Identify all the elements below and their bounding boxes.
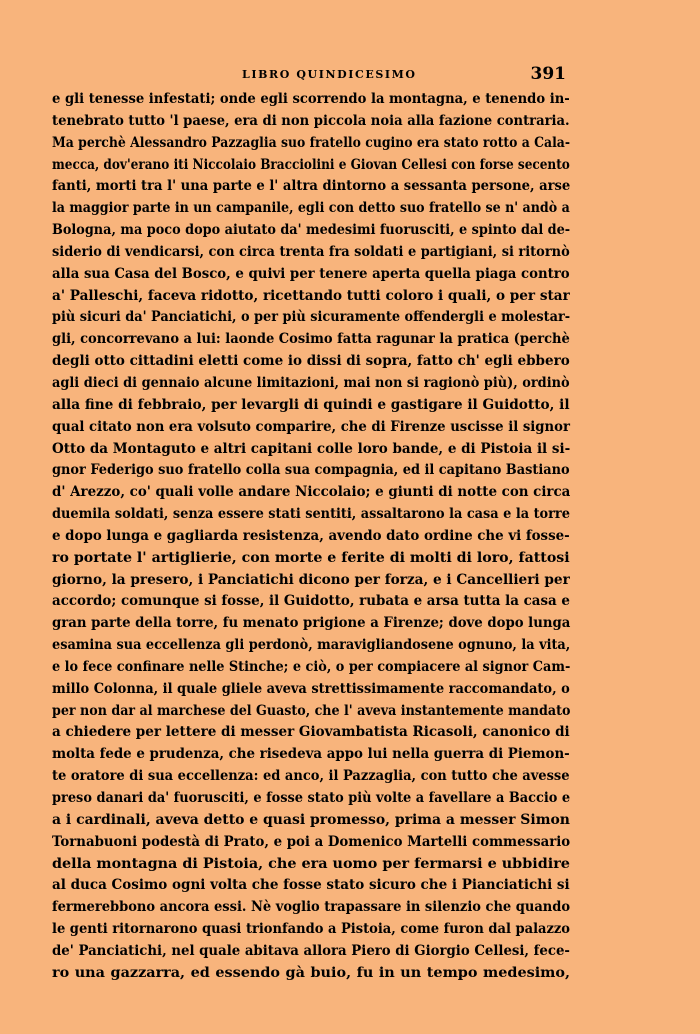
text-line: accordo; comunque si fosse, il Guidotto, rubata e arsa tutta la casa e — [52, 592, 570, 610]
text-line: preso danari da' fuorusciti, e fosse stato più volte a favellare a Baccio e — [52, 789, 571, 806]
text-line: mecca, dov'erano iti Niccolaio Bracciolini e Giovan Cellesi con forse secento — [52, 155, 570, 173]
text-line: ro portate l' artiglierie, con morte e ferite di molti di loro, fattosi — [52, 548, 570, 566]
text-line: millo Colonna, il quale gliele aveva strettissimamente raccomandato, o — [52, 679, 570, 697]
text-line: alla sua Casa del Bosco, e quivi per tenere aperta quella piaga contro — [52, 264, 570, 282]
text-line: duemila soldati, senza essere stati sentiti, assaltarono la casa e la torre — [52, 505, 570, 523]
text-line: fanti, morti tra l' una parte e l' altra dintorno a sessanta persone, arse — [52, 177, 571, 195]
text-line: Bologna, ma poco dopo aiutato da' medesimi fuorusciti, e spinto dal de- — [52, 221, 571, 239]
text-line: le genti ritornarono quasi trionfando a Pistoia, come furon dal palazzo — [52, 920, 571, 938]
text-line: te oratore di sua eccellenza: ed anco, il Pazzaglia, con tutto che avesse — [52, 767, 570, 785]
text-line: per non dar al marchese del Guasto, che l' aveva instantemente mandato — [52, 701, 571, 719]
text-line: a i cardinali, aveva detto e quasi promesso, prima a messer Simon — [52, 810, 570, 828]
text-line: d' Arezzo, co' quali volle andare Niccolaio; e giunti di notte con circa — [52, 483, 571, 501]
text-line: gnor Federigo suo fratello colla sua compagnia, ed il capitano Bastiano — [52, 461, 570, 479]
page-number: 391 — [530, 64, 566, 84]
text-line: qual citato non era volsuto comparire, che di Firenze uscisse il signor — [52, 417, 570, 435]
text-line: Otto da Montaguto e altri capitani colle loro bande, e di Pistoia il si- — [52, 439, 571, 457]
running-head — [52, 66, 572, 86]
text-line: molta fede e prudenza, che risedeva appo lui nella guerra di Piemon- — [52, 745, 570, 763]
text-line: e gli tenesse infestati; onde egli scorrendo la montagna, e tenendo in- — [52, 90, 570, 107]
text-line: gran parte della torre, fu menato prigione a Firenze; dove dopo lunga — [52, 614, 571, 632]
text-line: Ma perchè Alessandro Pazzaglia suo fratello cugino era stato rotto a Cala- — [52, 133, 571, 151]
text-line: la maggior parte in un campanile, egli con detto suo fratello se n' andò a — [52, 199, 570, 217]
text-line: al duca Cosimo ogni volta che fosse stato sicuro che i Pianciatichi si — [52, 876, 570, 894]
running-title: LIBRO QUINDICESIMO — [242, 68, 417, 81]
text-line: ro una gazzarra, ed essendo gà buio, fu in un tempo medesimo, — [52, 963, 570, 981]
text-line: agli dieci di gennaio alcune limitazioni, mai non si ragionò più), ordinò — [52, 373, 570, 391]
text-line: siderio di vendicarsi, con circa trenta fra soldati e partigiani, si ritornò — [52, 242, 570, 260]
text-line: esamina sua eccellenza gli perdonò, maravigliandosene ognuno, la vita, — [52, 636, 571, 654]
body-text — [52, 88, 570, 984]
text-line: Tornabuoni podestà di Prato, e poi a Domenico Martelli commessario — [52, 832, 571, 850]
text-line: tenebrato tutto 'l paese, era di non piccola noia alla fazione contraria. — [52, 111, 570, 129]
text-line: e dopo lunga e gagliarda resistenza, avendo dato ordine che vi fosse- — [52, 526, 570, 544]
text-line: a chiedere per lettere di messer Giovambatista Ricasoli, canonico di — [52, 723, 570, 741]
text-line: de' Panciatichi, nel quale abitava allora Piero di Giorgio Cellesi, fece- — [52, 941, 570, 959]
text-line: della montagna di Pistoia, che era uomo per fermarsi e ubbidire — [52, 854, 570, 872]
text-line: alla fine di febbraio, per levargli di quindi e gastigare il Guidotto, il — [52, 395, 570, 413]
text-line: a' Palleschi, faceva ridotto, ricettando tutti coloro i quali, o per star — [52, 286, 570, 304]
text-line: degli otto cittadini eletti come io dissi di sopra, fatto ch' egli ebbero — [52, 352, 570, 370]
text-line: più sicuri da' Panciatichi, o per più sicuramente offendergli e molestar- — [52, 308, 571, 326]
text-line: e lo fece confinare nelle Stinche; e ciò, o per compiacere al signor Cam- — [52, 657, 571, 675]
text-line: giorno, la presero, i Panciatichi dicono per forza, e i Cancellieri per — [52, 570, 570, 588]
text-line: gli, concorrevano a lui: laonde Cosimo fatta ragunar la pratica (perchè — [52, 330, 570, 348]
text-line: fermerebbono ancora essi. Nè voglio trapassare in silenzio che quando — [52, 898, 571, 916]
